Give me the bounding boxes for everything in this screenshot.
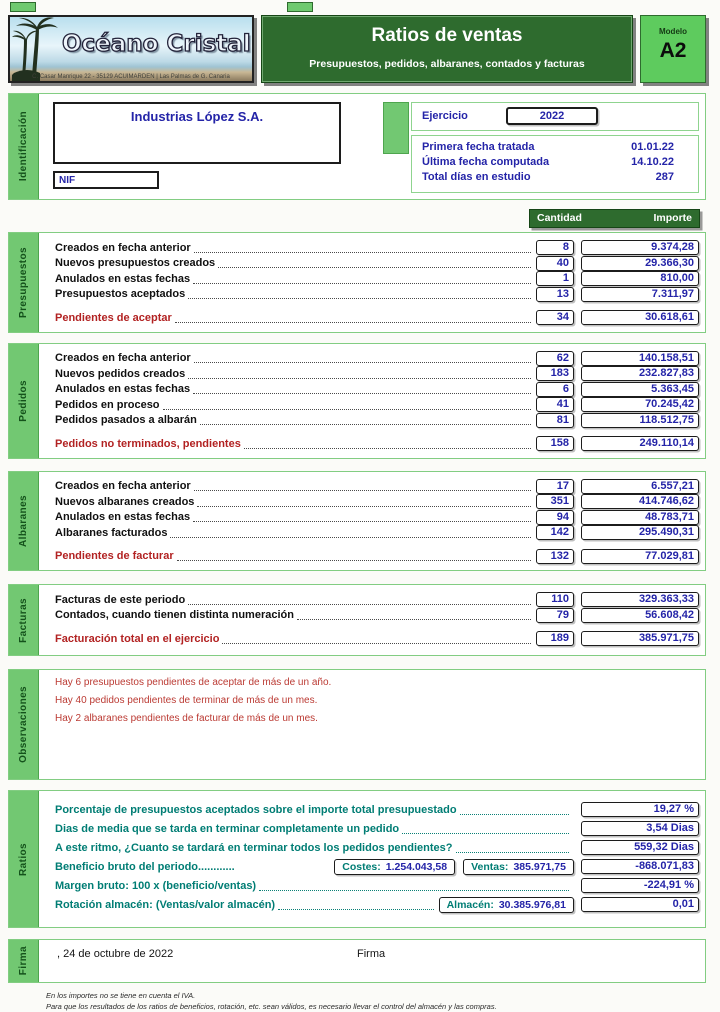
row-label: Nuevos pedidos creados [55,367,186,380]
tab-presupuestos [9,233,39,332]
table-row [55,413,699,429]
dotted-leader [297,610,531,620]
ratio-row [55,800,699,819]
ratio-label: Rotación almacén: (Ventas/valor almacén) [55,898,276,911]
tab-ratios [9,791,39,927]
margen-value: -224,91 % [581,878,699,893]
dotted-leader [193,384,531,394]
dotted-leader [197,497,531,507]
tab-albaranes [9,472,39,571]
row-label: Anulados en estas fechas [55,511,191,524]
dates-box [411,135,699,193]
row-label: Pendientes de facturar [55,550,174,563]
tab-observaciones [9,670,39,779]
table-row [55,479,699,495]
ratio-row [55,838,699,857]
section-ratios [8,790,706,928]
logo-address: C. Casar Manrique 22 - 35129 ACUIMARDEN | Las Palmas de G. Canaria [32,74,230,80]
cantidad-value: 110 [536,592,574,607]
importe-value: 810,00 [581,271,699,286]
observation-line: Hay 6 presupuestos pendientes de aceptar de más de un año. [55,677,332,688]
cantidad-value: 8 [536,240,574,255]
importe-value: 295.490,31 [581,525,699,540]
row-label: Creados en fecha anterior [55,352,191,365]
dotted-leader [170,528,531,538]
importe-value: 414.746,62 [581,494,699,509]
tab-label: Identificación [18,111,29,182]
dotted-leader [456,843,570,853]
dotted-leader [259,881,569,891]
cantidad-value: 13 [536,287,574,302]
summary-row [55,310,699,326]
dotted-leader [193,274,531,284]
ratio-label: Dias de media que se tarda en terminar completamente un pedido [55,822,400,835]
dotted-leader [163,400,531,410]
dotted-leader [188,369,531,379]
cantidad-value: 132 [536,549,574,564]
importe-value: 329.363,33 [581,592,699,607]
row-label: Pendientes de aceptar [55,311,172,324]
presupuestos-rows [39,233,705,332]
table-row [55,382,699,398]
section-presupuestos [8,232,706,333]
date-label: Total días en estudio [422,171,531,183]
table-row [55,351,699,367]
row-label: Contados, cuando tienen distinta numeración [55,609,294,622]
costes-value: 1.254.043,58 [385,860,448,873]
cantidad-value: 142 [536,525,574,540]
cantidad-value: 183 [536,366,574,381]
importe-value: 9.374,28 [581,240,699,255]
footnote-line: Para que los resultados de los ratios de beneficios, rotación, etc. sean válidos, es necesario llevar el control del almacén y las compras. [46,1002,497,1011]
top-left-tab [10,2,36,12]
importe-value: 56.608,42 [581,608,699,623]
table-row [55,525,699,541]
importe-value: 232.827,83 [581,366,699,381]
row-label: Nuevos albaranes creados [55,495,195,508]
date-value: 01.01.22 [631,141,674,153]
observation-line: Hay 40 pedidos pendientes de terminar de más de un mes. [55,695,318,706]
cantidad-value: 6 [536,382,574,397]
ratio-value: 559,32 Dias [581,840,699,855]
facturas-rows [39,585,705,655]
logo-wordmark: Océano Cristal [62,31,251,57]
table-row [55,510,699,526]
observation-line: Hay 2 albaranes pendientes de facturar de más de un mes. [55,713,318,724]
importe-value: 249.110,14 [581,436,699,451]
importe-value: 30.618,61 [581,310,699,325]
tab-label: Firma [18,946,29,976]
cantidad-value: 158 [536,436,574,451]
table-row [55,256,699,272]
ventas-label: Ventas: [471,860,509,873]
report-subtitle: Presupuestos, pedidos, albaranes, contados y facturas [309,58,585,70]
ejercicio-label: Ejercicio [422,110,468,122]
row-label: Pedidos en proceso [55,398,160,411]
costes-box [334,859,455,875]
almacen-value: 30.385.976,81 [498,898,566,911]
dotted-leader [188,595,531,605]
dotted-leader [278,900,433,910]
cantidad-value: 34 [536,310,574,325]
ratio-label: Beneficio bruto del periodo............ [55,860,235,873]
tab-pedidos [9,344,39,458]
section-identificacion [8,93,706,200]
cantidad-value: 1 [536,271,574,286]
table-row [55,592,699,608]
rotacion-result: 0,01 [581,897,699,912]
importe-value: 6.557,21 [581,479,699,494]
row-label: Presupuestos aceptados [55,288,186,301]
ratio-label: A este ritmo, ¿Cuanto se tardará en terminar todos los pedidos pendientes? [55,841,453,854]
cantidad-value: 40 [536,256,574,271]
tab-identificacion [9,94,39,199]
ratio-label: Margen bruto: 100 x (beneficio/ventas) [55,879,257,892]
section-albaranes [8,471,706,572]
nif-field[interactable]: NIF [53,171,159,189]
ventas-value: 385.971,75 [513,860,566,873]
almacen-label: Almacén: [446,898,494,911]
importe-value: 70.245,42 [581,397,699,412]
date-row [422,141,688,156]
report-header [8,15,706,83]
date-row [422,156,688,171]
dotted-leader [177,551,531,561]
dotted-leader [200,415,531,425]
ejercicio-input[interactable]: 2022 [506,107,598,125]
table-row [55,366,699,382]
table-row [55,608,699,624]
section-pedidos [8,343,706,459]
importe-value: 48.783,71 [581,510,699,525]
footnotes [46,990,706,1012]
model-label: Modelo [659,27,687,36]
importe-header: Importe [653,212,692,224]
beneficio-result: -868.071,83 [581,859,699,874]
cantidad-value: 79 [536,608,574,623]
cantidad-value: 94 [536,510,574,525]
importe-value: 5.363,45 [581,382,699,397]
tab-facturas [9,585,39,655]
top-center-tab [287,2,313,12]
tab-label: Observaciones [18,686,29,763]
cantidad-header: Cantidad [537,212,582,224]
row-label: Anulados en estas fechas [55,383,191,396]
table-row [55,287,699,303]
row-label: Albaranes facturados [55,526,168,539]
importe-value: 77.029,81 [581,549,699,564]
report-title: Ratios de ventas [371,25,523,46]
importe-value: 29.366,30 [581,256,699,271]
dotted-leader [194,353,531,363]
tab-label: Presupuestos [18,246,29,318]
summary-row [55,549,699,565]
dotted-leader [244,439,531,449]
summary-row [55,631,699,647]
albaranes-rows [39,472,705,571]
tab-firma [9,940,39,982]
row-label: Anulados en estas fechas [55,272,191,285]
importe-value: 140.158,51 [581,351,699,366]
tab-label: Ratios [18,842,29,876]
dotted-leader [460,805,569,815]
ejercicio-row [411,102,699,131]
summary-row [55,436,699,452]
tab-label: Albaranes [18,494,29,547]
green-accent-block [383,102,409,154]
cantidad-value: 41 [536,397,574,412]
table-row [55,240,699,256]
ventas-box [463,859,574,875]
date-label: Primera fecha tratada [422,141,535,153]
signature-label: Firma [357,948,386,960]
row-label: Creados en fecha anterior [55,480,191,493]
date-value: 14.10.22 [631,156,674,168]
row-label: Facturación total en el ejercicio [55,632,220,645]
ratio-value: 3,54 Dias [581,821,699,836]
dotted-leader [222,634,531,644]
date-row [422,171,688,186]
row-label: Nuevos presupuestos creados [55,257,216,270]
cantidad-value: 62 [536,351,574,366]
cantidad-value: 81 [536,413,574,428]
signature-date: , 24 de octubre de 2022 [57,948,174,960]
row-label: Creados en fecha anterior [55,241,191,254]
dotted-leader [193,512,531,522]
footnote-line: En los importes no se tiene en cuenta el IVA. [46,991,196,1000]
importe-value: 118.512,75 [581,413,699,428]
section-observaciones [8,669,706,780]
section-firma [8,939,706,983]
importe-value: 385.971,75 [581,631,699,646]
cantidad-value: 189 [536,631,574,646]
cantidad-value: 17 [536,479,574,494]
model-value: A2 [659,39,687,62]
cantidad-value: 351 [536,494,574,509]
row-label: Facturas de este periodo [55,593,186,606]
almacen-box [439,897,574,913]
pedidos-rows [39,344,705,458]
dotted-leader [402,824,569,834]
row-label: Pedidos pasados a albarán [55,414,197,427]
ratio-value: 19,27 % [581,802,699,817]
date-label: Última fecha computada [422,156,550,168]
rotacion-row [55,895,699,914]
identification-right [383,102,699,193]
dotted-leader [194,243,531,253]
table-row [55,397,699,413]
dotted-leader [175,313,531,323]
section-facturas [8,584,706,656]
report-title-banner [261,15,633,83]
date-value: 287 [655,171,674,183]
column-headers [529,209,700,228]
costes-label: Costes: [342,860,381,873]
model-badge [640,15,706,83]
tab-label: Facturas [18,597,29,643]
table-row [55,271,699,287]
company-logo [8,15,254,83]
identification-left [53,102,383,193]
row-label: Pedidos no terminados, pendientes [55,437,241,450]
table-row [55,494,699,510]
column-headers-wrap [8,209,706,228]
company-name-field[interactable]: Industrias López S.A. [53,102,341,164]
dotted-leader [194,481,531,491]
importe-value: 7.311,97 [581,287,699,302]
beneficio-row [55,857,699,876]
dotted-leader [218,258,531,268]
ratio-label: Porcentaje de presupuestos aceptados sobre el importe total presupuestado [55,803,457,816]
ratio-row [55,819,699,838]
margen-row [55,876,699,895]
dotted-leader [188,289,531,299]
tab-label: Pedidos [18,379,29,422]
